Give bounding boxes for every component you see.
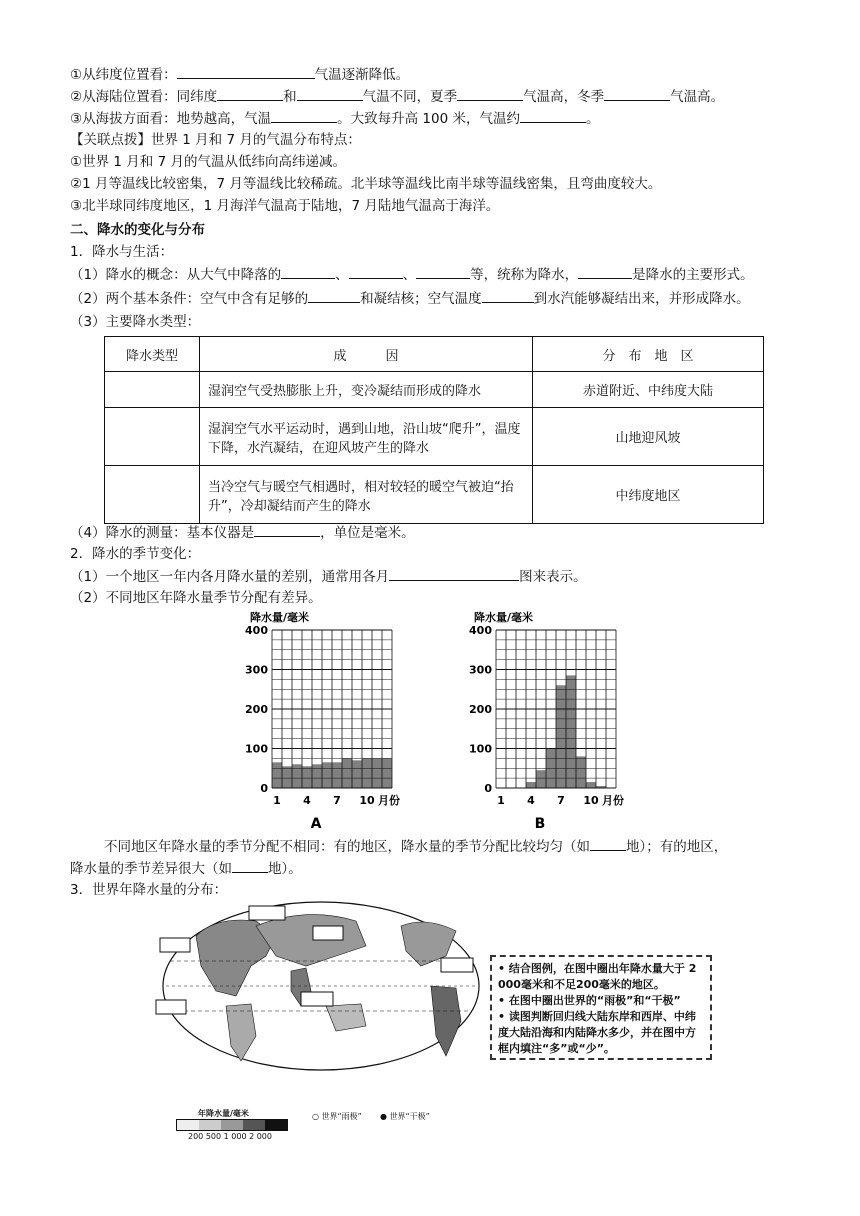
bar <box>342 758 352 788</box>
bar <box>526 782 536 788</box>
subsection-1: 1．降水与生活： <box>70 244 174 260</box>
line-compare-2: 降水量的季节差异很大（如 地）。 <box>70 858 302 879</box>
cell-cause: 当冷空气与暖空气相遇时，相对较轻的暖空气被迫“抬升”，冷却凝结而产生的降水 <box>200 466 533 524</box>
y-tick-label: 100 <box>469 742 492 756</box>
line-seasonal-1: （1）一个地区一年内各月降水量的差别，通常用各月 图来表示。 <box>70 566 587 587</box>
blank[interactable] <box>271 108 337 123</box>
instruction: • 结合图例，在图中圈出年降水量大于 2 000毫米和不足200毫米的地区。 <box>498 962 697 991</box>
y-tick-label: 200 <box>469 703 492 716</box>
cell-area: 赤道附近、中纬度大陆 <box>533 372 764 408</box>
chart-name: A <box>310 816 322 832</box>
rain-type-table <box>104 336 764 524</box>
line-latitude: ①从纬度位置看： 气温逐渐降低。 <box>70 64 409 85</box>
y-axis-label: 降水量/毫米 <box>474 611 534 624</box>
dry-pole-legend: ● 世界“干极” <box>380 1112 430 1121</box>
y-tick-label: 200 <box>245 703 268 716</box>
header-cause: 成 因 <box>200 337 533 372</box>
bar <box>362 758 372 788</box>
y-tick-label: 400 <box>469 624 492 637</box>
blank[interactable] <box>349 264 403 279</box>
map-instructions <box>490 955 712 1060</box>
x-tick-label: 7 <box>557 794 565 807</box>
blank[interactable] <box>590 836 626 851</box>
blank[interactable] <box>308 288 360 303</box>
chart-name: B <box>534 816 546 832</box>
subsection-2: 2．降水的季节变化： <box>70 546 201 562</box>
bar <box>566 675 576 788</box>
header-area: 分 布 地 区 <box>533 337 764 372</box>
instruction: • 在图中圈出世界的“雨极”和“干极” <box>498 994 681 1007</box>
y-tick-label: 0 <box>260 782 268 795</box>
note-title: 【关联点拨】世界 1 月和 7 月的气温分布特点： <box>70 132 361 148</box>
line-land-sea: ②从海陆位置看：同纬度 和 气温不同，夏季 气温高，冬季 气温高。 <box>70 86 724 107</box>
header-type: 降水类型 <box>105 337 200 372</box>
blank[interactable] <box>254 522 320 537</box>
line-measure: （4）降水的测量：基本仪器是 ，单位是毫米。 <box>70 522 415 543</box>
blank[interactable] <box>604 86 670 101</box>
line-concept: （1）降水的概念：从大气中降落的 、 、 等，统称为降水， 是降水的主要形式。 <box>70 264 754 285</box>
bar <box>576 756 586 788</box>
map-svg <box>156 896 486 1076</box>
blank[interactable] <box>297 86 363 101</box>
line-altitude: ③从海拔方面看：地势越高，气温 。大致每升高 100 米，气温约 。 <box>70 108 599 129</box>
blank[interactable] <box>416 264 470 279</box>
section-heading: 二、降水的变化与分布 <box>70 222 205 238</box>
x-tick-label: 10 <box>359 794 375 807</box>
line-conditions: （2）两个基本条件：空气中含有足够的 和凝结核；空气温度 到水汽能够凝结出来，并形成降水。 <box>70 288 750 309</box>
table-row <box>105 466 764 524</box>
x-axis-label: 月份 <box>378 794 400 807</box>
cell-area: 中纬度地区 <box>533 466 764 524</box>
table-row <box>105 372 764 408</box>
blank[interactable] <box>578 264 632 279</box>
y-tick-label: 400 <box>245 624 268 637</box>
x-tick-label: 1 <box>273 794 281 807</box>
cell-type[interactable] <box>105 466 200 524</box>
blank[interactable] <box>520 108 586 123</box>
bar <box>382 758 392 788</box>
chart-b-svg <box>458 608 624 832</box>
x-tick-label: 1 <box>497 794 505 807</box>
table-row <box>105 408 764 466</box>
blank[interactable] <box>217 86 283 101</box>
x-tick-label: 10 <box>583 794 599 807</box>
bar <box>586 782 596 788</box>
y-tick-label: 300 <box>245 663 268 677</box>
cell-type[interactable] <box>105 408 200 466</box>
instruction: • 读图判断回归线大陆东岸和西岸、中纬度大陆沿海和内陆降水多少，并在图中方框内填注“多”或“少”。 <box>498 1010 696 1055</box>
legend-ticks: 200 500 1 000 2 000 <box>188 1132 272 1141</box>
chart-a-svg <box>234 608 400 832</box>
note-1: ①世界 1 月和 7 月的气温从低纬向高纬递减。 <box>70 154 346 170</box>
y-axis-label: 降水量/毫米 <box>250 611 310 624</box>
blank[interactable] <box>482 288 534 303</box>
rain-pole-legend: ○ 世界“雨极” <box>312 1112 362 1121</box>
blank[interactable] <box>177 64 315 79</box>
blank[interactable] <box>389 566 519 581</box>
bar <box>302 766 312 788</box>
blank[interactable] <box>457 86 523 101</box>
bar <box>352 760 362 788</box>
bar <box>322 762 332 788</box>
y-tick-label: 100 <box>245 742 268 756</box>
x-tick-label: 4 <box>303 794 311 807</box>
y-tick-label: 0 <box>484 782 492 795</box>
cell-cause: 湿润空气水平运动时，遇到山地，沿山坡“爬升”，温度下降，水汽凝结，在迎风坡产生的降水 <box>200 408 533 466</box>
bar <box>372 758 382 788</box>
subsection-3: 3．世界年降水量的分布： <box>70 882 228 898</box>
blank[interactable] <box>232 858 268 873</box>
line-seasonal-2: （2）不同地区年降水量季节分配有差异。 <box>70 590 322 606</box>
chart-a <box>234 608 400 832</box>
blank[interactable] <box>281 264 335 279</box>
legend-title: 年降水量/毫米 <box>198 1109 249 1118</box>
legend-swatches <box>176 1119 288 1131</box>
bar <box>272 762 282 788</box>
bar <box>332 762 342 788</box>
cell-cause: 湿润空气受热膨胀上升，变冷凝结而形成的降水 <box>200 372 533 408</box>
bar <box>312 764 322 788</box>
line-compare-1: 不同地区年降水量的季节分配不相同：有的地区，降水量的季节分配比较均匀（如 地）；有的地区， <box>104 836 727 857</box>
bar <box>292 764 302 788</box>
world-precipitation-map <box>156 896 486 1076</box>
cell-type[interactable] <box>105 372 200 408</box>
x-tick-label: 4 <box>527 794 535 807</box>
bar <box>282 766 292 788</box>
line-types: （3）主要降水类型： <box>70 314 201 330</box>
bar <box>536 770 546 788</box>
x-axis-label: 月份 <box>602 794 624 807</box>
note-3: ③北半球同纬度地区，1 月海洋气温高于陆地，7 月陆地气温高于海洋。 <box>70 198 500 214</box>
cell-area: 山地迎风坡 <box>533 408 764 466</box>
bar <box>556 685 566 788</box>
y-tick-label: 300 <box>469 663 492 677</box>
x-tick-label: 7 <box>333 794 341 807</box>
note-2: ②1 月等温线比较密集，7 月等温线比较稀疏。北半球等温线比南半球等温线密集，且弯曲度较大。 <box>70 176 662 192</box>
chart-b <box>458 608 624 832</box>
